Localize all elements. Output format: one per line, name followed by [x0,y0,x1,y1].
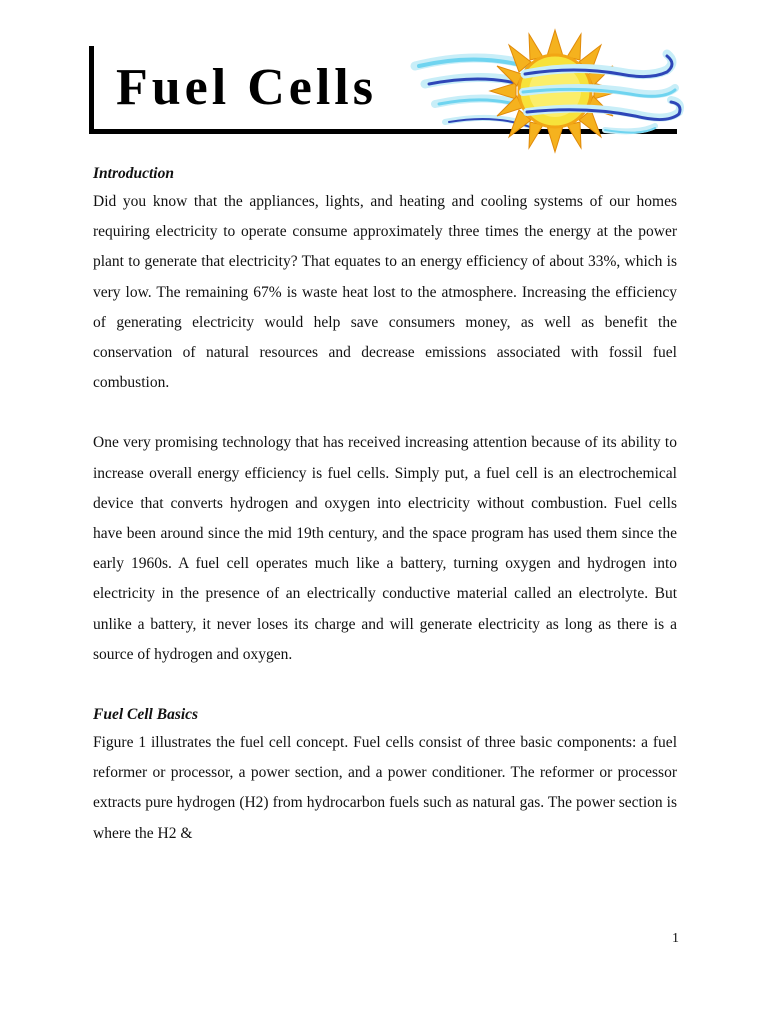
header-vertical-bar [89,46,94,134]
sun-with-swirls-icon [405,26,685,156]
paragraph-spacer [93,398,677,428]
section-heading-introduction: Introduction [93,165,174,182]
paragraph-intro-2: One very promising technology that has received increasing attention because of its ability to increase overall energy efficiency is fuel cells. Simply put, a fuel cell is an electrochemical device that converts hydrogen and oxygen into electricity without combustion. Fuel cells have been around since the mid 19th century, and the space program has used them since the early 1960s. A fuel cell operates much like a battery, turning oxygen and hydrogen into electricity in the presence of an electrically conductive material called an electrolyte. But unlike a battery, it never loses its charge and will generate electricity as long as there is a source of hydrogen and oxygen. [93,434,677,663]
paragraph-basics-1: Figure 1 illustrates the fuel cell concept. Fuel cells consist of three basic components: a fuel reformer or processor, a power section, and a power conditioner. The reformer or processor extracts pure hydrogen (H2) from hydrocarbon fuels such as natural gas. The power section is where the H2 & [93,734,677,842]
document-body [93,161,677,849]
section-heading-fuel-cell-basics: Fuel Cell Basics [93,706,199,724]
page-number: 1 [672,931,679,946]
section-spacer [93,670,677,702]
paragraph-intro-1: Did you know that the appliances, lights, and heating and cooling systems of our homes requiring electricity to operate consume approximately three times the energy at the power plant to generate that electricity? That equates to an energy efficiency of about 33%, which is very low. The remaining 67% is waste heat lost to the atmosphere. Increasing the efficiency of generating electricity would help save consumers money, as well as benefit the conservation of natural resources and decrease emissions associated with fossil fuel combustion. [93,193,677,392]
document-title: Fuel Cells [116,59,377,116]
